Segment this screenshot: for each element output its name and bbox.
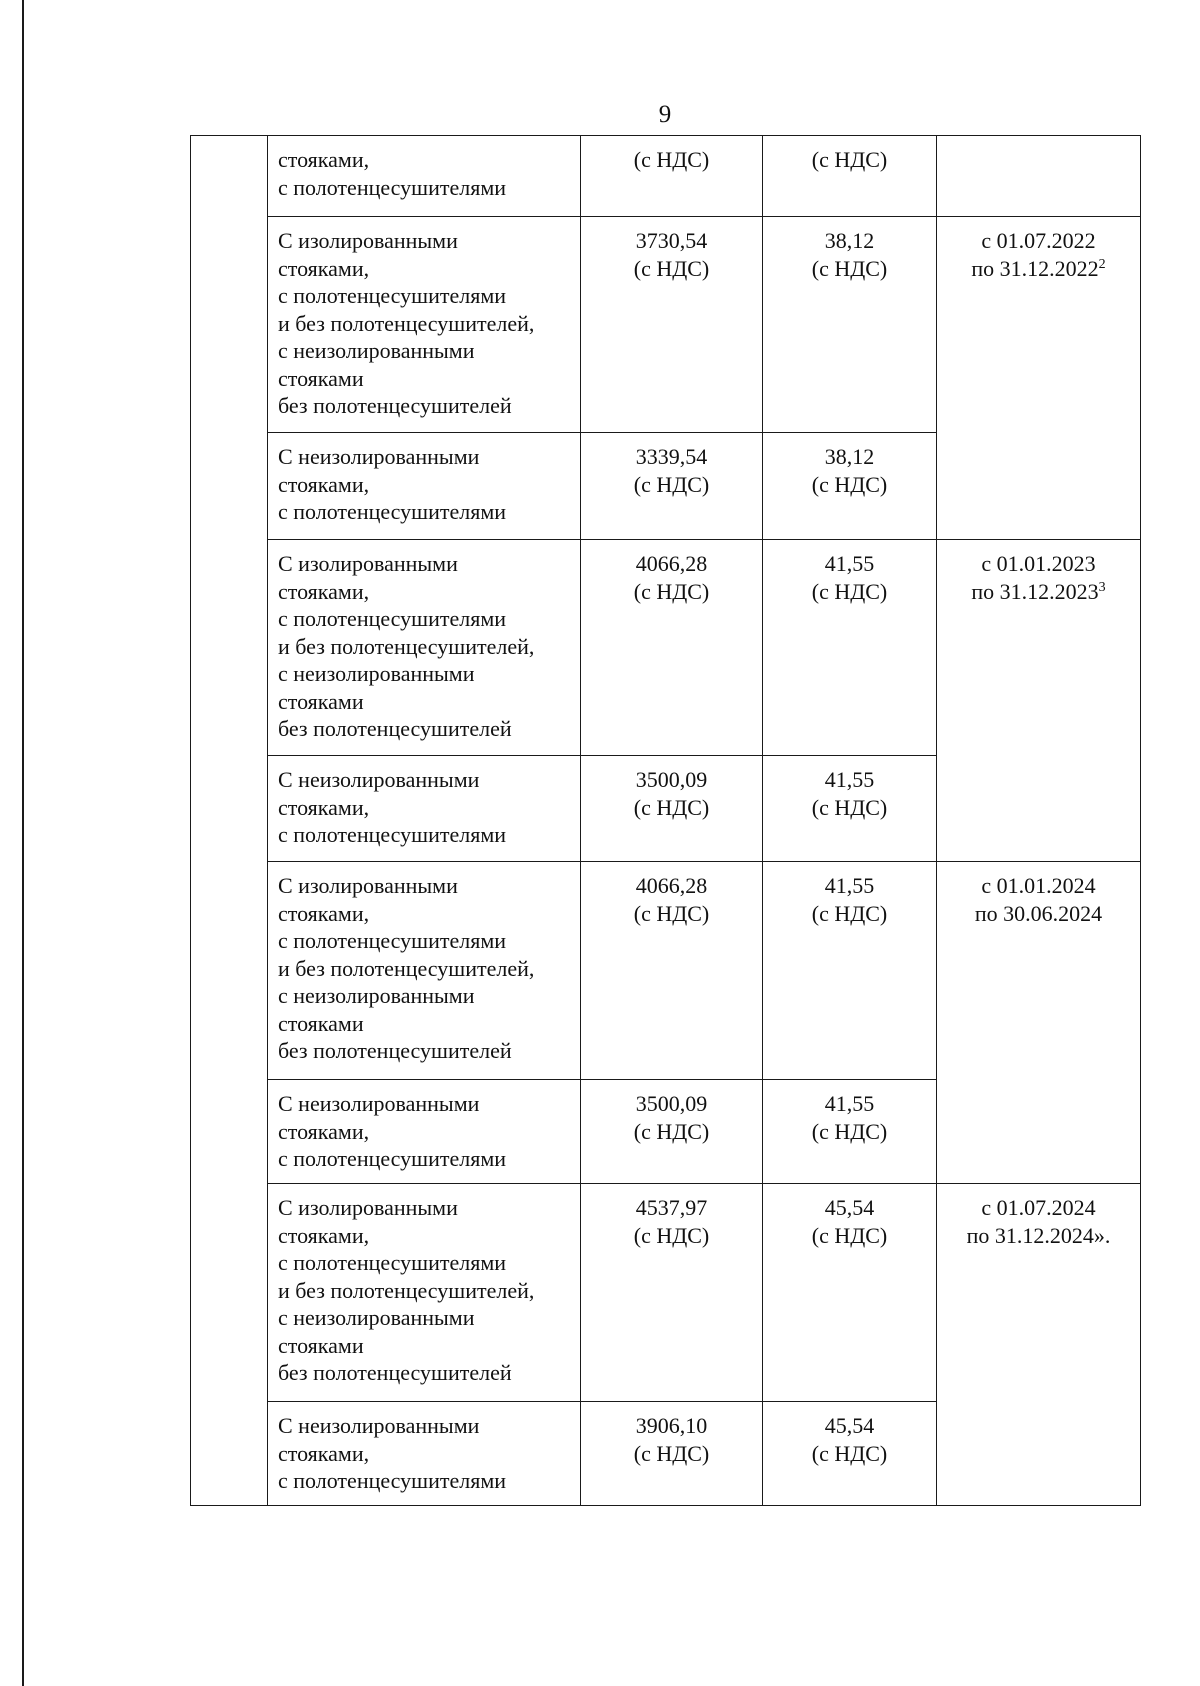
row-description: С изолированными стояками, с полотенцесушителями и без полотенцесушителей, с неизолированными стояками без полотенцесушителей — [268, 862, 581, 1080]
row-rate: 41,55 (с НДС) — [763, 756, 937, 862]
row-price: 3906,10 (с НДС) — [581, 1402, 763, 1506]
row-rate: 45,54 (с НДС) — [763, 1184, 937, 1402]
page-number: 9 — [658, 101, 672, 128]
table-row — [191, 862, 1141, 1080]
row-rate: 41,55 (с НДС) — [763, 540, 937, 756]
row-description: С неизолированными стояками, с полотенцесушителями — [268, 1080, 581, 1184]
row-price: 4066,28 (с НДС) — [581, 540, 763, 756]
row-description: С неизолированными стояками, с полотенцесушителями — [268, 756, 581, 862]
row-rate: 41,55 (с НДС) — [763, 1080, 937, 1184]
row-rate: 38,12 (с НДС) — [763, 433, 937, 540]
index-column — [191, 136, 268, 1506]
row-price: (с НДС) — [581, 136, 763, 217]
row-price: 3730,54 (с НДС) — [581, 217, 763, 433]
row-price: 4066,28 (с НДС) — [581, 862, 763, 1080]
row-price: 4537,97 (с НДС) — [581, 1184, 763, 1402]
row-rate: 38,12 (с НДС) — [763, 217, 937, 433]
period-cell: с 01.07.2024 по 31.12.2024». — [937, 1184, 1141, 1506]
row-rate: 41,55 (с НДС) — [763, 862, 937, 1080]
row-description: С изолированными стояками, с полотенцесушителями и без полотенцесушителей, с неизолированными стояками без полотенцесушителей — [268, 217, 581, 433]
period-cell — [937, 136, 1141, 217]
table-row — [191, 540, 1141, 756]
table-row — [191, 217, 1141, 433]
row-price: 3500,09 (с НДС) — [581, 756, 763, 862]
tariff-table — [190, 135, 1141, 1506]
table-row — [191, 136, 1141, 217]
row-description: С изолированными стояками, с полотенцесушителями и без полотенцесушителей, с неизолированными стояками без полотенцесушителей — [268, 1184, 581, 1402]
row-price: 3339,54 (с НДС) — [581, 433, 763, 540]
footnote-mark: 2 — [1098, 256, 1106, 272]
footnote-mark: 3 — [1098, 579, 1106, 595]
period-cell: с 01.07.2022 по 31.12.2022$^2$ — [937, 217, 1141, 540]
row-description: С неизолированными стояками, с полотенцесушителями — [268, 433, 581, 540]
row-price: 3500,09 (с НДС) — [581, 1080, 763, 1184]
table-row — [191, 1184, 1141, 1402]
period-cell: с 01.01.2024 по 30.06.2024 — [937, 862, 1141, 1184]
row-description: С неизолированными стояками, с полотенцесушителями — [268, 1402, 581, 1506]
binding-edge-line — [22, 0, 24, 1686]
row-description: С изолированными стояками, с полотенцесушителями и без полотенцесушителей, с неизолированными стояками без полотенцесушителей — [268, 540, 581, 756]
row-rate: (с НДС) — [763, 136, 937, 217]
row-description: стояками, с полотенцесушителями — [268, 136, 581, 217]
row-rate: 45,54 (с НДС) — [763, 1402, 937, 1506]
period-cell: с 01.01.2023 по 31.12.2023$^3$ — [937, 540, 1141, 862]
